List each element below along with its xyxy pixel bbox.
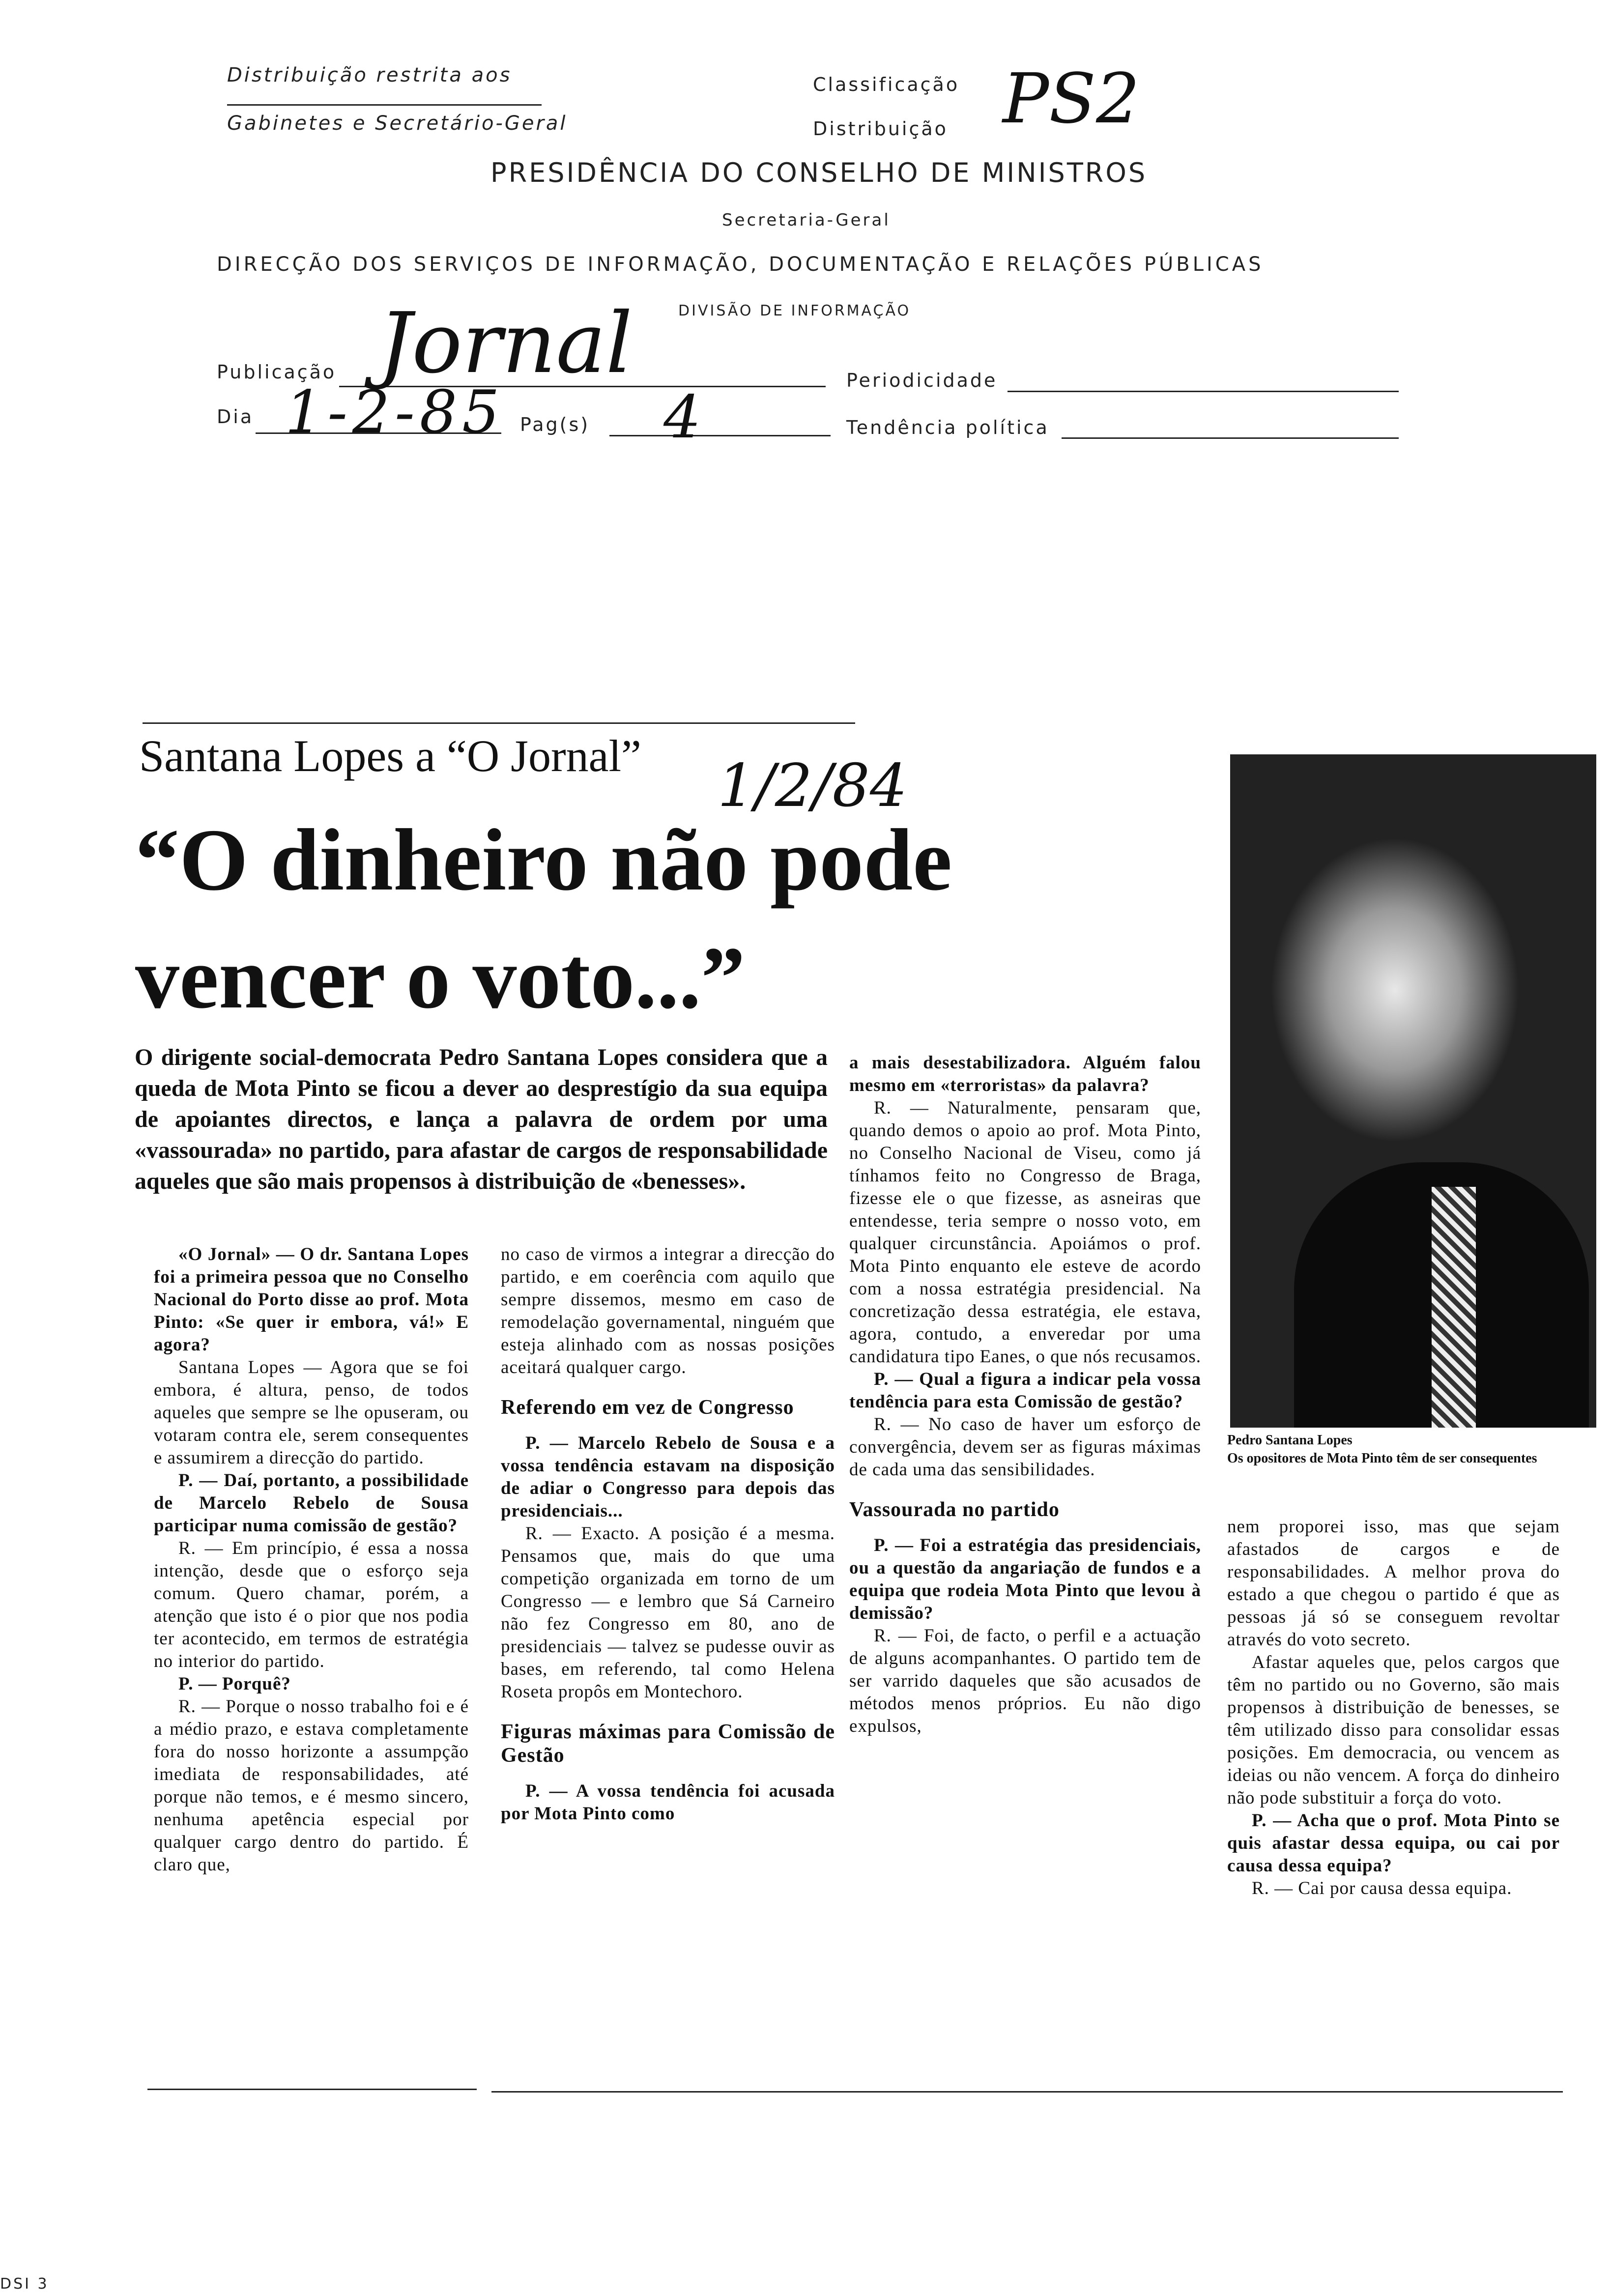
- portrait-photo: [1230, 754, 1596, 1428]
- answer: R. — Porque o nosso trabalho foi e é a médio prazo, e estava completamente fora do nosso horizonte a assumpção imediata de responsabilidades, até porque não temos, e é mesmo sincero, nenhuma apetência especial por qualquer cargo dentro do partido. É claro que,: [154, 1696, 469, 1875]
- photo-tie: [1432, 1187, 1476, 1428]
- handwritten-date: 1/2/84: [718, 752, 908, 820]
- distribution-label: Distribuição: [813, 118, 948, 140]
- answer: R. — Foi, de facto, o perfil e a actuação de alguns acompanhantes. O partido tem de ser varrido daqueles que são acusados de métodos menos próprios. Eu não digo expulsos,: [849, 1626, 1201, 1736]
- question: P. — Qual a figura a indicar pela vossa tendência para esta Comissão de gestão?: [849, 1369, 1201, 1412]
- distribution-restriction-line2: Gabinetes e Secretário-Geral: [227, 112, 568, 135]
- answer: R. — Naturalmente, pensaram que, quando demos o apoio ao prof. Mota Pinto, no Conselho Nacional de Viseu, como já tínhamos feito no Congresso de Braga, fizesse ele o que fizesse, as asneiras que entendesse, teria sempre o nosso voto, em qualquer circunstância. Apoiámos o prof. Mota Pinto enquanto ele esteve de acordo com a nossa estratégia presidencial. Na concretização dessa estratégia, ele estava, agora, contudo, a enveredar por uma candidatura tipo Eanes, o que nós recusamos.: [849, 1098, 1201, 1367]
- pages-label: Pag(s): [520, 414, 590, 435]
- article-kicker: Santana Lopes a “O Jornal”: [139, 731, 641, 781]
- periodicity-line: [1008, 391, 1399, 392]
- political-tendency-label: Tendência política: [846, 417, 1049, 438]
- article-bottom-rule: [491, 2091, 1563, 2093]
- question: P. — Porquê?: [178, 1674, 291, 1694]
- answer: Santana Lopes — Agora que se foi embora, é altura, penso, de todos aqueles que sempre se lhe opuseram, ou votaram contra ele, serem consequentes e assumirem a direcção do partido.: [154, 1357, 469, 1468]
- headline-line2: vencer o voto...”: [135, 929, 746, 1027]
- answer: R. — No caso de haver um esforço de convergência, devem ser as figuras máximas de cada uma das sensibilidades.: [849, 1414, 1201, 1480]
- column-bottom-rule: [147, 2089, 477, 2090]
- photo-caption-name: Pedro Santana Lopes: [1227, 1433, 1353, 1448]
- subheading-referendo: Referendo em vez de Congresso: [501, 1396, 794, 1419]
- question: P. — Foi a estratégia das presidenciais, ou a questão da angariação de fundos e a equipa que rodeia Mota Pinto que levou à demissão?: [849, 1535, 1201, 1623]
- secretariat: Secretaria-Geral: [722, 210, 891, 230]
- article-lead: O dirigente social-democrata Pedro Santana Lopes considera que a queda de Mota Pinto se ficou a dever ao desprestígio da sua equipa de apoiantes directos, e lança a palavra de ordem por uma «vassourada» no partido, para afastar de cargos de responsabilidade aqueles que são mais propensos à distribuição de «benesses».: [135, 1044, 828, 1194]
- day-label: Dia: [217, 406, 254, 428]
- day-value: 1-2-85: [285, 378, 505, 447]
- directorate: DIRECÇÃO DOS SERVIÇOS DE INFORMAÇÃO, DOCUMENTAÇÃO E RELAÇÕES PÚBLICAS: [217, 253, 1264, 276]
- answer-continued: no caso de virmos a integrar a direcção do partido, e em coerência com aquilo que sempre dissemos, mesmo em caso de remodelação governamental, ninguém que esteja alinhado com as nossas posições aceitará qualquer cargo.: [501, 1244, 835, 1378]
- pages-value: 4: [663, 383, 701, 452]
- answer: Afastar aqueles que, pelos cargos que têm no partido ou no Governo, são mais propensos à distribuição de benesses, se têm utilizado disso para consolidar essas posições. Em democracia, ou vencem as ideias ou não vencem. A força do dinheiro não pode substituir a força do voto.: [1227, 1652, 1560, 1808]
- periodicity-label: Periodicidade: [846, 370, 998, 391]
- publication-label: Publicação: [217, 361, 337, 383]
- article-column-2: [501, 1243, 835, 1825]
- headline-line1: “O dinheiro não pode: [135, 811, 952, 909]
- question: P. — Marcelo Rebelo de Sousa e a vossa tendência estavam na disposição de adiar o Congresso para depois das presidenciais...: [501, 1433, 835, 1521]
- article-top-rule: [143, 722, 855, 724]
- answer: R. — Em princípio, é essa a nossa intenção, desde que o esforço seja comum. Quero chamar, porém, a atenção que isto é o pior que nos podia ter acontecido, em termos de estratégia no interior do partido.: [154, 1538, 469, 1671]
- subheading-vassourada: Vassourada no partido: [849, 1498, 1060, 1521]
- footer-code: DSI 3: [0, 2275, 49, 2293]
- article-column-4: [1227, 1516, 1560, 1900]
- subheading-figuras-maximas: Figuras máximas para Comissão de Gestão: [501, 1721, 835, 1767]
- handwritten-classification-mark: PS2: [1003, 59, 1140, 139]
- publication-value: Jornal: [378, 295, 633, 392]
- pages-line: [609, 435, 831, 436]
- answer: R. — Cai por causa dessa equipa.: [1252, 1878, 1512, 1898]
- photo-caption-text: Os opositores de Mota Pinto têm de ser consequentes: [1227, 1451, 1537, 1466]
- article-column-3: [849, 1052, 1201, 1738]
- question: P. — A vossa tendência foi acusada por Mota Pinto como: [501, 1781, 835, 1824]
- answer: R. — Exacto. A posição é a mesma. Pensamos que, mais do que uma competição organizada em torno de um Congresso — e lembro que Sá Carneiro não fez Congresso em 80, ano de presidenciais — talvez se pudesse ouvir as bases, em referendo, tal como Helena Roseta propôs em Montechoro.: [501, 1523, 835, 1702]
- article-column-1: [154, 1243, 469, 1876]
- divider: [227, 104, 542, 106]
- answer-continued: nem proporei isso, mas que sejam afastados de cargos e de responsabilidades. A melhor prova do estado a que chegou o partido é que as pessoas já só se conseguem revoltar através do voto secreto.: [1227, 1517, 1560, 1650]
- question-continued: a mais desestabilizadora. Alguém falou mesmo em «terroristas» da palavra?: [849, 1053, 1201, 1095]
- question: «O Jornal» — O dr. Santana Lopes foi a primeira pessoa que no Conselho Nacional do Porto disse ao prof. Mota Pinto: «Se quer ir embora, vá!» E agora?: [154, 1244, 469, 1355]
- question: P. — Acha que o prof. Mota Pinto se quis afastar dessa equipa, ou cai por causa dessa equipa?: [1227, 1810, 1560, 1876]
- distribution-restriction-line1: Distribuição restrita aos: [227, 64, 512, 86]
- division: DIVISÃO DE INFORMAÇÃO: [678, 302, 911, 319]
- question: P. — Daí, portanto, a possibilidade de Marcelo Rebelo de Sousa participar numa comissão de gestão?: [154, 1470, 469, 1536]
- classification-label: Classificação: [813, 74, 960, 95]
- institution-title: PRESIDÊNCIA DO CONSELHO DE MINISTROS: [490, 157, 1148, 188]
- political-tendency-line: [1062, 437, 1399, 439]
